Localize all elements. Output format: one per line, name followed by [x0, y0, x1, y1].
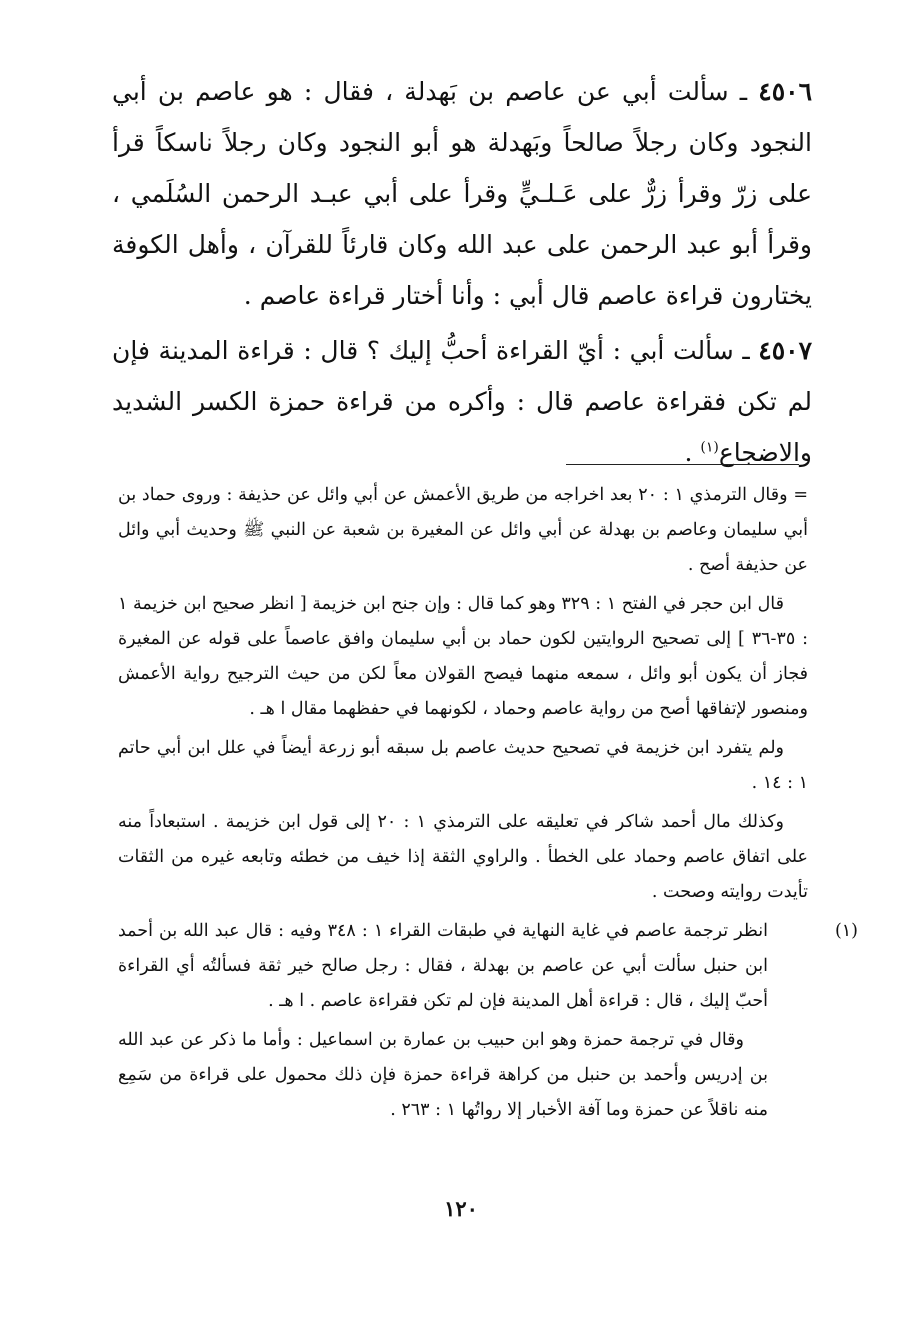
footnote-reference[interactable]: (١): [700, 439, 719, 456]
entry-text: ـ سألت أبي : أيّ القراءة أحبُّ إليك ؟ قال : قراءة المدينة فإن لم تكن فقراءة عاصم قال : وأكره من قراءة حمزة الكسر الشديد والاضجاع: [112, 336, 812, 467]
entry-number: ٤٥٠٦: [758, 77, 812, 106]
entry-text: ـ سألت أبي عن عاصم بن بَهدلة ، فقال : هو عاصم بن أبي النجود وكان رجلاً صالحاً وبَهدلة هو أبو النجود وكان رجلاً ناسكاً قرأ على زرّ وقرأ زرٌّ على عَـلـيٍّ وقرأ على أبي عبـد الرحمن السُلَمي ، وقرأ أبو عبد الرحمن على عبد الله وكان قارئاً للقرآن ، وأهل الكوفة يختارون قراءة عاصم قال أبي : وأنا أختار قراءة عاصم .: [112, 77, 812, 310]
footnote-divider: [566, 464, 799, 465]
entry-4506: [112, 66, 812, 321]
footnote-text: وقال في ترجمة حمزة وهو ابن حبيب بن عمارة بن اسماعيل : وأما ما ذكر عن عبد الله بن إدريس وأحمد بن حنبل من كراهة قراءة حمزة فإن ذلك محمول على قراءة من سَمِع منه ناقلاً عن حمزة وما آفة الأخبار إلا رواتُها ١ : ٢٦٣ .: [118, 1030, 768, 1120]
continued-note: = وقال الترمذي ١ : ٢٠ بعد اخراجه من طريق الأعمش عن أبي وائل عن حذيفة : وروى حماد بن أبي سليمان وعاصم بن بهدلة عن أبي وائل عن المغيرة بن شعبة عن النبي ﷺ وحديث أبي وائل عن حذيفة أصح .: [118, 485, 808, 575]
continued-note: قال ابن حجر في الفتح ١ : ٣٢٩ وهو كما قال : وإن جنح ابن خزيمة [ انظر صحيح ابن خزيمة ١ : ٣٥-٣٦ ] إلى تصحيح الروايتين لكون حماد بن أبي سليمان وافق عاصماً على قوله عن المغيرة فجاز أن يكون أبو وائل ، سمعه منهما فيصح القولان معاً لكن من حيث الترجيح رواية الأعمش ومنصور لإتفاقها أصح من رواية عاصم وحماد ، لكونهما في حفظهما مقال ا هـ .: [118, 594, 808, 719]
page-number: ١٢٠: [444, 1196, 478, 1221]
continued-note: ولم يتفرد ابن خزيمة في تصحيح حديث عاصم بل سبقه أبو زرعة أيضاً في علل ابن أبي حاتم ١ : ١٤ .: [118, 738, 808, 793]
footnote-text: انظر ترجمة عاصم في غاية النهاية في طبقات القراء ١ : ٣٤٨ وفيه : قال عبد الله بن أحمد ابن حنبل سألت أبي عن عاصم بن بهدلة ، فقال : رجل صالح خير ثقة فسألتُه أي القراءة أحبّ إليك ، قال : قراءة أهل المدينة فإن لم تكن فقراءة عاصم . ا هـ .: [118, 921, 768, 1011]
footnotes: [118, 478, 858, 1132]
footnote-1: [118, 914, 858, 1128]
footnote-marker: (١): [834, 921, 858, 941]
continued-note: وكذلك مال أحمد شاكر في تعليقه على الترمذي ١ : ٢٠ إلى قول ابن خزيمة . استبعاداً منه على اتفاق عاصم وحماد على الخطأ . والراوي الثقة إذا خيف من خطئه وتابعه غيره من الثقات تأيدت روايته وصحت .: [118, 812, 808, 902]
entry-4507: [112, 325, 812, 478]
main-text: [112, 66, 812, 478]
entry-end: .: [684, 438, 701, 467]
entry-number: ٤٥٠٧: [758, 336, 812, 365]
